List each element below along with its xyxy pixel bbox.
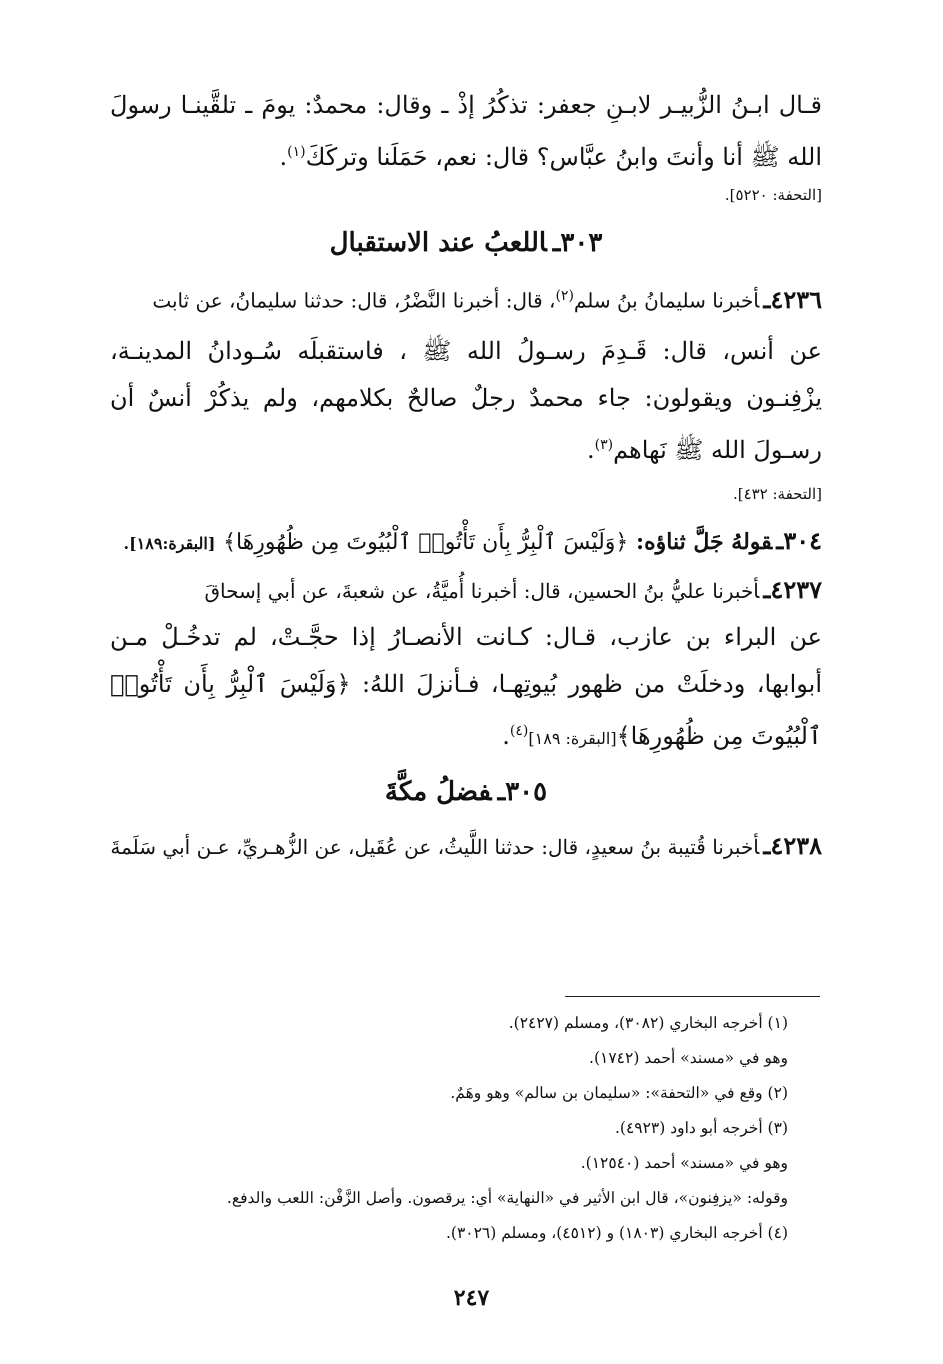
paragraph-3-end: . [502, 721, 510, 750]
hadith-number-4236: ٤٢٣٦ـ [763, 284, 822, 314]
chapter-title-305: فضلُ مكَّةَ [384, 776, 492, 807]
hadith-4238-isnad [110, 824, 822, 869]
quran-verse-4237: ﴿وَلَيْسَ ٱلْبِرُّ بِأَن تَأْتُوا۟ ٱلْبُيُوتَ مِن ظُهُورِهَا﴾ [110, 669, 822, 750]
paragraph-1 [110, 82, 822, 181]
page-body [110, 82, 822, 869]
footnote-ref-4[interactable]: (٤) [509, 722, 529, 739]
paragraph-3-text: عن البراء بن عازب، قـال: كـانت الأنصـارُ إذا حجَّـتْ، لم تدخُـلْ مـن أبوابها، ودخلَتْ من ظهور بُيوتِهـا، فـأنزلَ اللهُ: [110, 622, 822, 698]
chapter-number-304: ٣٠٤ـ [776, 525, 822, 555]
hadith-4236-isnad [110, 275, 822, 322]
chapter-title-304: قولهُ جَلَّ ثناؤه: [635, 528, 773, 555]
chapter-number-305: ٣٠٥ـ [497, 776, 548, 807]
footnote-line: (٣) أخرجه أبو داود (٤٩٢٣). [614, 1119, 788, 1137]
chapter-number-303: ٣٠٣ـ [552, 228, 603, 258]
footnote-ref-3[interactable]: (٣) [594, 436, 614, 453]
hadith-number-4237: ٤٢٣٧ـ [763, 574, 822, 604]
paragraph-1-end: . [279, 143, 288, 171]
tuhfa-reference-1: [التحفة: ٥٢٢٠]. [724, 186, 822, 204]
chapter-title-303: اللعبُ عند الاستقبال [329, 228, 547, 258]
paragraph-2-end: . [586, 435, 595, 464]
hadith-4236-isnad-text: أخبرنا سليمانُ بنُ سلم [573, 288, 760, 313]
footnote-ref-2[interactable]: (٢) [555, 288, 574, 304]
footnote-line: (١) أخرجه البخاري (٣٠٨٢)، ومسلم (٢٤٢٧). [508, 1014, 788, 1032]
footnote-separator [565, 996, 820, 997]
paragraph-3 [110, 614, 822, 762]
quran-verse-304: ﴿وَلَيْسَ ٱلْبِرُّ بِأَن تَأْتُوا۟ ٱلْبُيُوتَ مِن ظُهُورِهَا﴾ [223, 529, 629, 555]
footnote-line: وهو في «مسند» أحمد (١٧٤٢). [589, 1049, 788, 1067]
paragraph-2-text: عن أنس، قال: قَـدِمَ رسـولُ الله ﷺ ، فاستقبلَه سُـودانُ المدينـة، يزْفِنـون ويقولون: جاء محمدٌ رجلٌ صالحٌ بكلامهم، ولم يذكُرْ أنسٌ أن رسـولَ الله ﷺ نَهاهم [110, 336, 822, 464]
footnote-line: وقوله: «يزفِنون»، قال ابن الأثير في «النهاية» أي: يرقصون. وأصل الزَّفْن: اللعب والدفع. [226, 1189, 788, 1207]
tuhfa-reference-2: [التحفة: ٤٣٢]. [732, 484, 822, 503]
footnote-line: (٤) أخرجه البخاري (١٨٠٣) و (٤٥١٢)، ومسلم (٣٠٢٦). [445, 1224, 788, 1242]
footnotes [188, 1006, 788, 1251]
footnote-line: وهو في «مسند» أحمد (١٢٥٤٠). [580, 1154, 788, 1172]
hadith-4238-isnad-text: أخبرنا قُتيبة بنُ سعيدٍ، قال: حدثنا اللَّيثُ، عن عُقَيل، عن الزُّهـريِّ، عـن أبي سَلَمةَ [110, 834, 760, 859]
chapter-heading-305 [110, 770, 822, 814]
hadith-number-4238: ٤٢٣٨ـ [763, 830, 822, 860]
hadith-4237-isnad [110, 569, 822, 612]
quran-reference-4237: [البقرة: ١٨٩] [528, 728, 617, 748]
footnote-line: (٢) وقع في «التحفة»: «سليمان بن سالم» وهو وهَمٌ. [450, 1084, 788, 1102]
paragraph-2 [110, 328, 822, 474]
quran-reference-304: [البقرة:١٨٩]. [123, 533, 216, 553]
page-number: ٢٤٧ [453, 1285, 490, 1311]
footnote-ref-1[interactable]: (١) [287, 144, 306, 160]
hadith-4236-isnad-rest: ، قال: أخبرنا النَّضْرُ، قال: حدثنا سليمانُ، عن ثابت [152, 288, 556, 313]
paragraph-1-text: قـال ابـنُ الزُّبيـر لابـنِ جعفر: تذكُرُ إذْ ـ وقال: محمدٌ: يومَ ـ تلقَّينـا رسولَ الله ﷺ أنا وأنتَ وابنُ عبَّاس؟ قال: نعم، حَمَلَنا وتركَكَ [110, 91, 822, 171]
chapter-heading-303 [110, 221, 822, 265]
hadith-4237-isnad-text: أخبرنا عليُّ بنُ الحسين، قال: أخبرنا أُميَّةُ، عن شعبةَ، عن أبي إسحاقَ [204, 578, 760, 603]
chapter-heading-304 [110, 520, 822, 565]
